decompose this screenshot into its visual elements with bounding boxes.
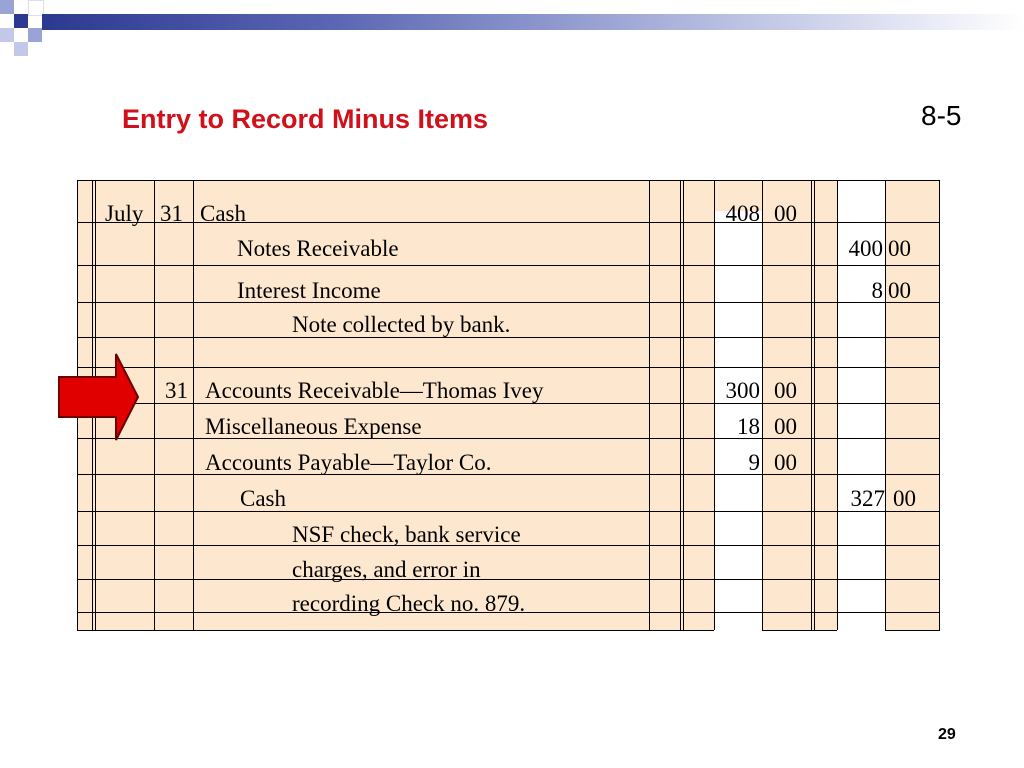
header-bar (42, 14, 1024, 30)
corner-decoration (0, 0, 50, 62)
page-number: 29 (938, 726, 956, 743)
credit-dollars: 400 (848, 236, 883, 261)
account-name: Miscellaneous Expense (205, 414, 422, 439)
date-month: July (105, 201, 144, 226)
debit-dollars: 408 (725, 201, 760, 226)
entry-explanation: recording Check no. 879. (292, 591, 526, 616)
account-name: Notes Receivable (237, 236, 399, 261)
account-name: Accounts Payable—Taylor Co. (205, 450, 492, 475)
debit-dollars: 300 (725, 378, 760, 403)
debit-cents: 00 (774, 450, 797, 475)
account-name: Accounts Receivable—Thomas Ivey (205, 378, 544, 403)
date-day: 31 (160, 201, 183, 226)
general-journal (77, 180, 940, 631)
credit-cents: 00 (893, 486, 916, 511)
credit-dollars: 8 (871, 278, 883, 303)
entry-explanation: charges, and error in (292, 557, 481, 582)
date-day: 31 (165, 378, 188, 403)
entry-explanation: NSF check, bank service (292, 522, 521, 547)
credit-cents: 00 (888, 278, 911, 303)
account-name: Cash (240, 486, 286, 511)
slide-code: 8-5 (921, 100, 962, 131)
credit-dollars: 327 (850, 486, 885, 511)
credit-cents: 00 (888, 236, 911, 261)
account-name: Interest Income (237, 278, 381, 303)
slide-title: Entry to Record Minus Items (122, 104, 489, 134)
debit-cents: 00 (774, 201, 797, 226)
debit-dollars: 9 (748, 450, 760, 475)
right-arrow-icon (58, 353, 140, 441)
debit-cents: 00 (774, 414, 797, 439)
entry-explanation: Note collected by bank. (292, 312, 511, 337)
debit-dollars: 18 (737, 414, 760, 439)
debit-cents: 00 (774, 378, 797, 403)
account-name: Cash (200, 201, 246, 226)
